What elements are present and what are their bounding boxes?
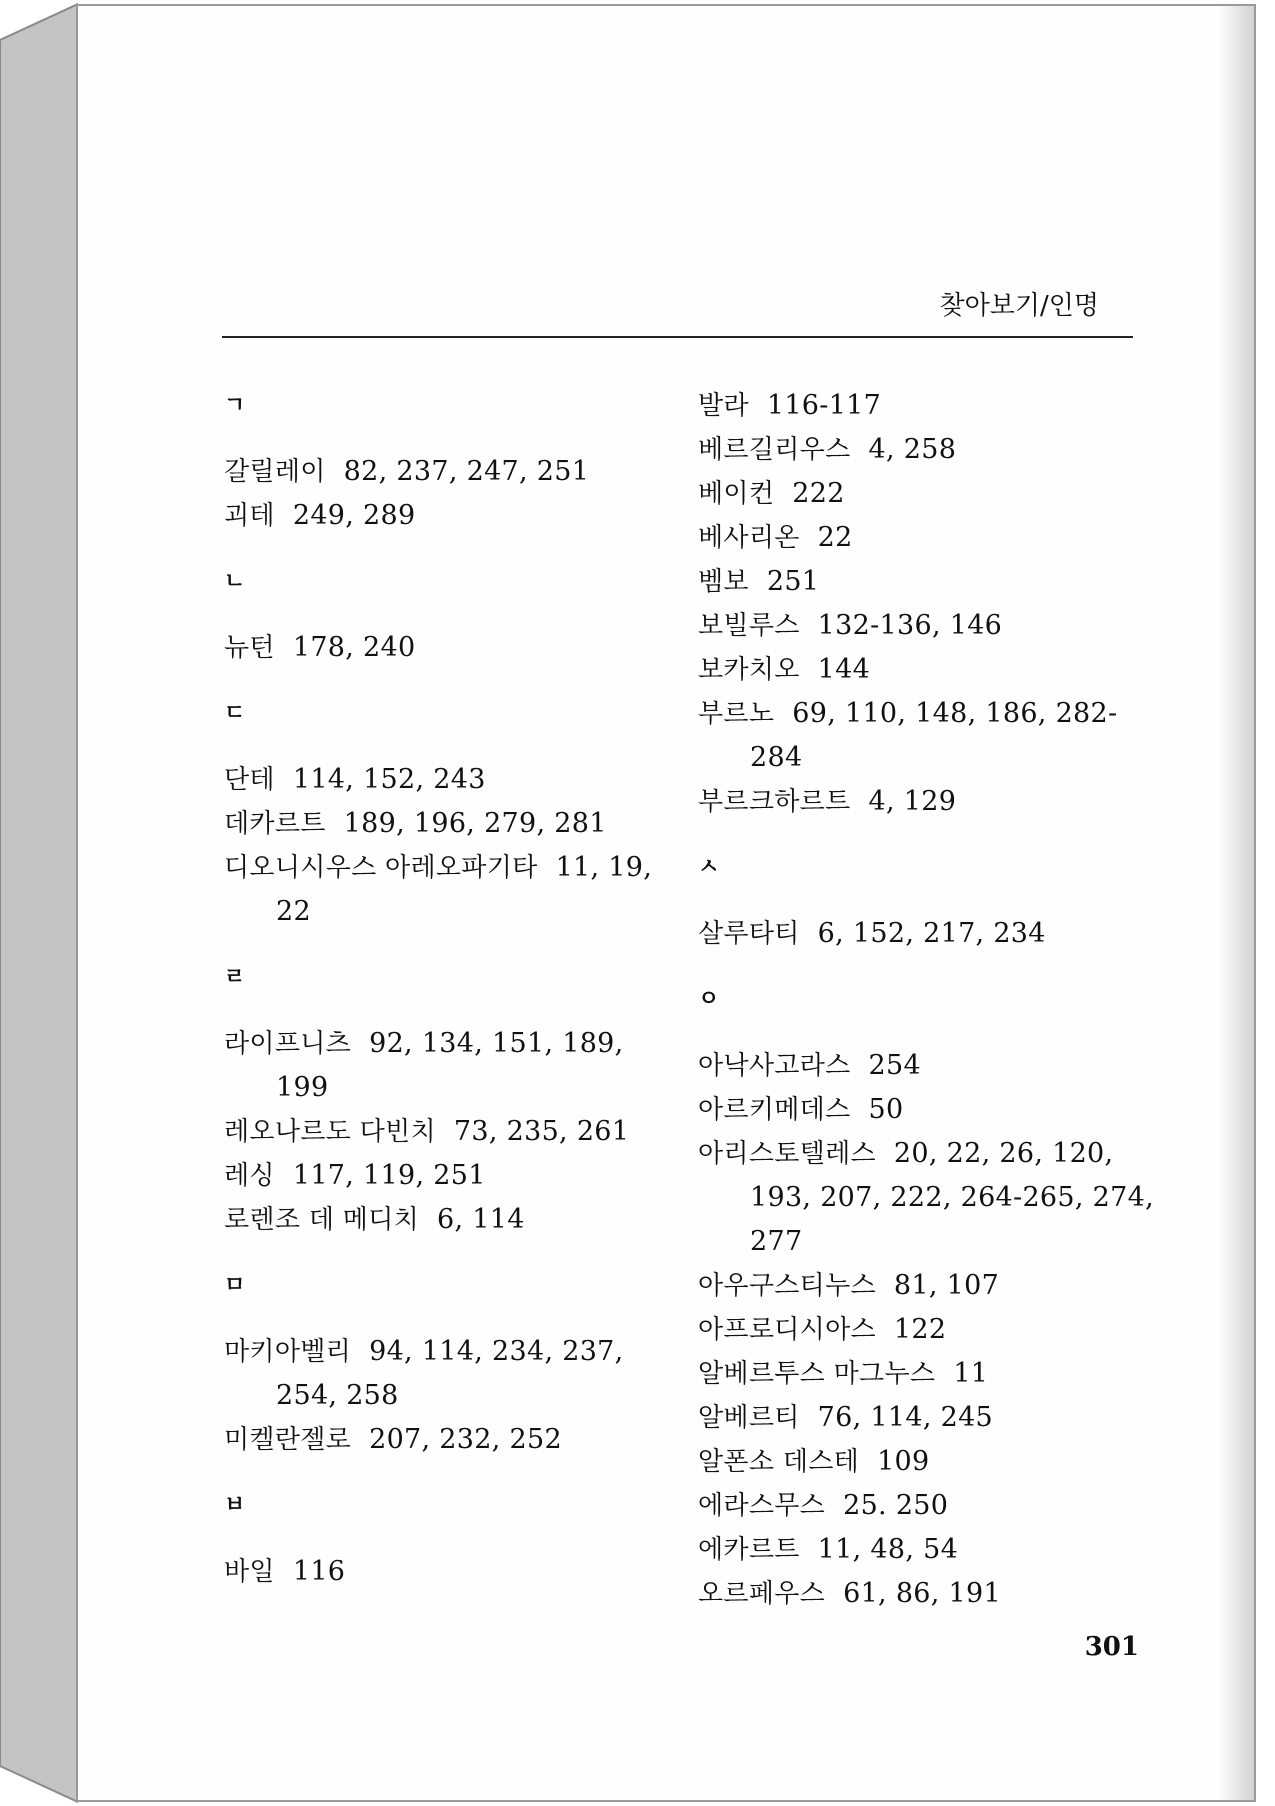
index-entry — [698, 1264, 1168, 1308]
entry-pages: 207, 232, 252 — [369, 1424, 562, 1455]
entry-pages: 11, 48, 54 — [817, 1534, 959, 1565]
entry-pages: 109 — [877, 1446, 930, 1477]
index-entry — [224, 1110, 684, 1154]
index-entry — [224, 758, 684, 802]
index-entry — [698, 1044, 1168, 1088]
index-column-right — [698, 384, 1168, 1638]
entry-pages: 76, 114, 245 — [817, 1402, 994, 1433]
entry-pages: 116-117 — [766, 390, 882, 421]
group-letter: ㄷ — [224, 701, 246, 726]
index-entry — [224, 626, 684, 670]
index-entry — [698, 1396, 1168, 1440]
entry-pages: 4, 129 — [868, 786, 957, 817]
entry-name: 보빌루스 — [698, 611, 800, 641]
entry-name: 단테 — [224, 765, 275, 795]
entry-name: 아르키메데스 — [698, 1095, 851, 1125]
entry-name: 보카치오 — [698, 655, 800, 685]
index-group — [224, 692, 684, 934]
index-entry — [698, 1440, 1168, 1484]
group-letter: ㄴ — [224, 569, 246, 594]
index-entry — [698, 1572, 1168, 1616]
index-entry — [698, 648, 1168, 692]
group-letter: ㅅ — [698, 855, 720, 880]
index-group — [224, 1484, 684, 1594]
index-group — [698, 846, 1168, 956]
index-entry — [224, 1330, 684, 1418]
entry-name: 에라스무스 — [698, 1491, 826, 1521]
entry-pages: 116 — [292, 1556, 346, 1587]
entry-name: 베르길리우스 — [698, 435, 851, 465]
entry-name: 데카르트 — [224, 809, 326, 839]
entry-name: 레싱 — [224, 1161, 275, 1191]
entry-pages: 6, 114 — [437, 1204, 525, 1235]
index-entry — [224, 1198, 684, 1242]
entry-name: 살루타티 — [698, 919, 800, 949]
index-entry — [698, 1132, 1168, 1264]
header-rule — [222, 336, 1133, 338]
group-letter: ㄱ — [224, 393, 246, 418]
entry-name: 로렌조 데 메디치 — [224, 1205, 420, 1235]
book-spine — [0, 0, 78, 1806]
index-entry — [224, 1154, 684, 1198]
entry-pages: 132-136, 146 — [817, 610, 1003, 641]
entry-name: 아낙사고라스 — [698, 1051, 851, 1081]
entry-name: 바일 — [224, 1557, 275, 1587]
index-entry — [224, 1022, 684, 1110]
index-column-left — [224, 384, 684, 1616]
entry-pages: 69, 110, 148, 186, 282-284 — [750, 698, 1118, 773]
index-entry — [698, 912, 1168, 956]
index-entry — [698, 1352, 1168, 1396]
entry-pages: 11 — [953, 1358, 989, 1389]
entry-name: 디오니시우스 아레오파기타 — [224, 853, 538, 883]
index-entry — [698, 604, 1168, 648]
index-group — [224, 1264, 684, 1462]
running-head: 찾아보기/인명 — [939, 291, 1099, 321]
index-group — [698, 978, 1168, 1616]
entry-name: 알폰소 데스테 — [698, 1447, 860, 1477]
entry-pages: 222 — [792, 478, 845, 509]
entry-name: 발라 — [698, 391, 749, 421]
entry-name: 아프로디시아스 — [698, 1315, 876, 1345]
index-entry — [698, 1484, 1168, 1528]
entry-name: 라이프니츠 — [224, 1029, 352, 1059]
group-letter: ㅇ — [698, 987, 720, 1012]
entry-name: 베사리온 — [698, 523, 800, 553]
index-entry — [698, 384, 1168, 428]
entry-name: 아리스토텔레스 — [698, 1139, 876, 1169]
index-entry — [698, 472, 1168, 516]
entry-pages: 117, 119, 251 — [292, 1160, 486, 1191]
index-entry — [224, 1418, 684, 1462]
entry-pages: 11, 19, 22 — [276, 852, 653, 927]
entry-pages: 92, 134, 151, 189, 199 — [276, 1028, 624, 1103]
entry-name: 에카르트 — [698, 1535, 800, 1565]
entry-pages: 81, 107 — [893, 1270, 1000, 1301]
entry-name: 아우구스티누스 — [698, 1271, 876, 1301]
group-letter: ㅂ — [224, 1493, 246, 1518]
entry-pages: 144 — [817, 654, 871, 685]
entry-name: 뉴턴 — [224, 633, 275, 663]
index-entry — [698, 560, 1168, 604]
index-entry — [698, 1088, 1168, 1132]
entry-name: 알베르티 — [698, 1403, 800, 1433]
entry-name: 부르크하르트 — [698, 787, 851, 817]
entry-pages: 178, 240 — [292, 632, 416, 663]
index-entry — [224, 1550, 684, 1594]
entry-pages: 94, 114, 234, 237, 254, 258 — [276, 1336, 624, 1411]
entry-name: 오르페우스 — [698, 1579, 826, 1609]
entry-name: 레오나르도 다빈치 — [224, 1117, 436, 1147]
index-entry — [698, 1528, 1168, 1572]
entry-name: 알베르투스 마그누스 — [698, 1359, 936, 1389]
entry-pages: 4, 258 — [868, 434, 957, 465]
index-group — [224, 956, 684, 1242]
entry-name: 베이컨 — [698, 479, 775, 509]
index-group — [224, 560, 684, 670]
page-number: 301 — [1084, 1632, 1139, 1662]
entry-pages: 122 — [893, 1314, 947, 1345]
index-entry — [698, 692, 1168, 780]
entry-name: 괴테 — [224, 501, 275, 531]
index-group-continued — [698, 384, 1168, 824]
group-letter: ㅁ — [224, 1273, 246, 1298]
entry-pages: 20, 22, 26, 120, 193, 207, 222, 264-265, 274, 277 — [750, 1138, 1154, 1257]
entry-pages: 251 — [766, 566, 820, 597]
group-letter: ㄹ — [224, 965, 246, 990]
entry-pages: 61, 86, 191 — [843, 1578, 1001, 1609]
entry-pages: 82, 237, 247, 251 — [343, 456, 590, 487]
index-entry — [698, 780, 1168, 824]
entry-pages: 22 — [817, 522, 853, 553]
entry-pages: 254 — [868, 1050, 921, 1081]
page-edge-shadow — [1218, 6, 1254, 1800]
entry-name: 미켈란젤로 — [224, 1425, 352, 1455]
entry-pages: 189, 196, 279, 281 — [343, 808, 607, 839]
entry-name: 벰보 — [698, 567, 749, 597]
index-entry — [698, 516, 1168, 560]
entry-name: 마키아벨리 — [224, 1337, 352, 1367]
entry-name: 부르노 — [698, 699, 775, 729]
index-entry — [698, 428, 1168, 472]
index-entry — [224, 494, 684, 538]
entry-pages: 6, 152, 217, 234 — [817, 918, 1046, 949]
index-entry — [698, 1308, 1168, 1352]
index-entry — [224, 802, 684, 846]
entry-pages: 114, 152, 243 — [292, 764, 486, 795]
entry-pages: 73, 235, 261 — [453, 1116, 630, 1147]
index-entry — [224, 450, 684, 494]
index-entry — [224, 846, 684, 934]
entry-pages: 25. 250 — [843, 1490, 949, 1521]
entry-pages: 50 — [868, 1094, 904, 1125]
index-group — [224, 384, 684, 538]
entry-name: 갈릴레이 — [224, 457, 326, 487]
index-groups-right — [698, 846, 1168, 1616]
entry-pages: 249, 289 — [292, 500, 416, 531]
